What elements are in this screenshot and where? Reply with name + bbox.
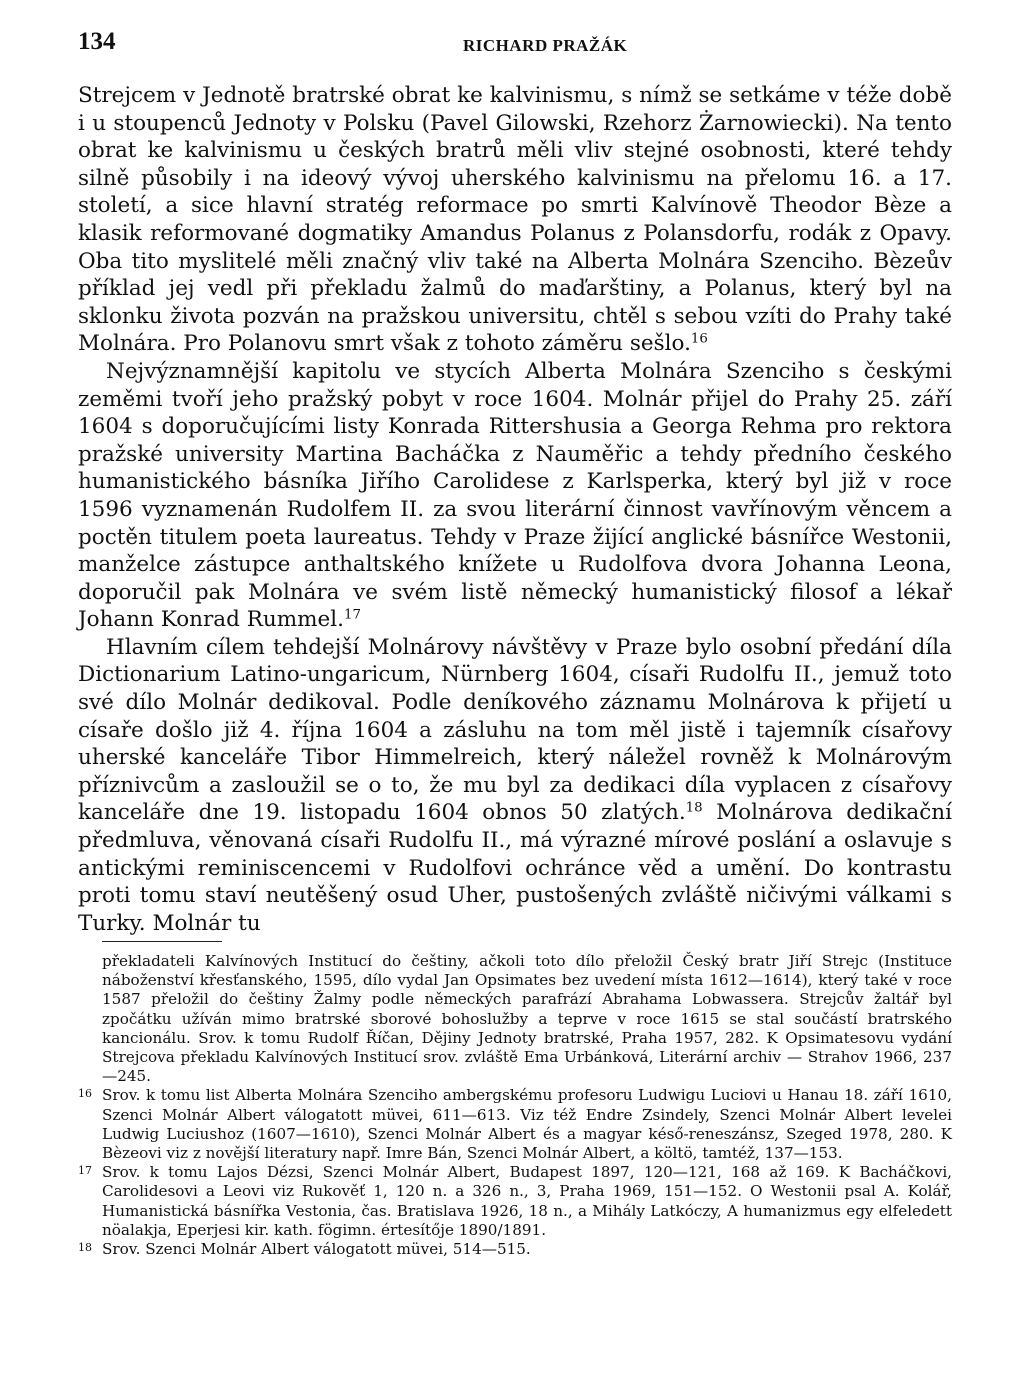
footnote-text: Srov. k tomu Lajos Dézsi, Szenci Molnár Albert, Budapest 1897, 120—121, 168 až 169. K Bacháčkovi, Carolidesovi a Leovi viz Rukověť 1, 120 n. a 326 n., 3, Praha 1969, 151—152. O Westonii psal A. Kolář, Humanistická básnířka Vestonia, čas. Bratislava 1926, 18 n., a Mihály Latkóczy, A humanizmus egy elfeledett nöalakja, Eperjesi kir. kath. fögimn. értesítője 1890/1891. bbox=[102, 1163, 952, 1239]
page-number: 134 bbox=[78, 28, 116, 55]
footnote-18 bbox=[78, 1240, 952, 1259]
body-text bbox=[78, 82, 952, 937]
footnote-number: 17 bbox=[78, 1164, 92, 1178]
footnote-separator bbox=[102, 941, 222, 942]
paragraph-1 bbox=[78, 82, 952, 358]
footnote-16 bbox=[78, 1086, 952, 1163]
paragraph-2 bbox=[78, 358, 952, 634]
paragraph-3-text-b: Molnárova dedikační předmluva, věnovaná císaři Rudolfu II., má výrazné mírové poslání a oslavuje s antickými reminiscencemi v Rudolfovi ochránce věd a umění. Do kontrastu proti tomu staví neutěšený osud Uher, pustošených zvláště ničivými válkami s Turky. Molnár tu bbox=[78, 800, 953, 936]
footnote-number: 16 bbox=[78, 1087, 92, 1101]
footnote-continued-text: překladateli Kalvínových Institucí do češtiny, ačkoli toto dílo přeložil Český bratr Jiří Strejc (Instituce náboženství křesťanského, 1595, dílo vydal Jan Opsimates bez uvedení místa 1612—1614), který také v roce 1587 přeložil do češtiny Žalmy podle německých parafrází Abrahama Lobwassera. Strejcův žaltář byl zpočátku užíván mimo bratrské sborové bohoslužby a teprve v roce 1615 se stal součástí bratrského kancionálu. Srov. k tomu Rudolf Říčan, Dějiny Jednoty bratrské, Praha 1957, 282. K Opsimatesovu vydání Strejcova překladu Kalvínových Institucí srov. zvláště Ema Urbánková, Literární archiv — Strahov 1966, 237—245. bbox=[102, 952, 952, 1086]
footnote-number: 18 bbox=[78, 1241, 92, 1255]
paragraph-1-text: Strejcem v Jednotě bratrské obrat ke kalvinismu, s nímž se setkáme v téže době i u stoupenců Jednoty v Polsku (Pavel Gilowski, Rzehorz Żarnowiecki). Na tento obrat ke kalvinismu u českých bratrů měli vliv stejné osobnosti, které tehdy silně působily i na ideový vývoj uherského kalvinismu na přelomu 16. a 17. století, a sice hlavní stratég reformace po smrti Kalvínově Theodor Bèze a klasik reformované dogmatiky Amandus Polanus z Polansdorfu, rodák z Opavy. Oba tito myslitelé měli značný vliv také na Alberta Molnára Szenciho. Bèzeův příklad jej vedl při překladu žalmů do maďarštiny, a Polanus, který byl na sklonku života pozván na pražskou universitu, chtěl s sebou vzíti do Prahy také Molnára. Pro Polanovu smrt však z tohoto záměru sešlo. bbox=[78, 83, 952, 357]
footnote-text: Srov. k tomu list Alberta Molnára Szenciho ambergskému profesoru Ludwigu Luciovi u Hanau 18. září 1610, Szenci Molnár Albert válogatott müvei, 611—613. Viz též Endre Zsindely, Szenci Molnár Albert levelei Ludwig Luciushoz (1607—1610), Szenci Molnár Albert és a magyar késő-reneszánsz, Szeged 1978, 280. K Bèzeovi viz z novější literatury např. Imre Bán, Szenci Molnár Albert, a költö, tamtéž, 137—153. bbox=[102, 1086, 952, 1163]
footnote-continued bbox=[78, 952, 952, 1086]
paragraph-3-text-a: Hlavním cílem tehdejší Molnárovy návštěvy v Praze bylo osobní předání díla Dictionarium Latino-ungaricum, Nürnberg 1604, císaři Rudolfu II., jemuž toto své dílo Molnár dedikoval. Podle deníkového záznamu Molnárova k přijetí u císaře došlo již 4. října 1604 a zásluhu na tom měl jistě i tajemník císařovy uherské kanceláře Tibor Himmelreich, který náležel rovněž k Molnárovým příznivcům a zasloužil se o to, že mu byl za dedikaci díla vyplacen z císařovy kanceláře dne 19. listopadu 1604 obnos 50 zlatých. bbox=[78, 634, 952, 826]
paragraph-2-text: Nejvýznamnější kapitolu ve stycích Alberta Molnára Szenciho s českými zeměmi tvoří jeho pražský pobyt v roce 1604. Molnár přijel do Prahy 25. září 1604 s doporučujícími listy Konrada Rittershusia a Georga Rehma pro rektora pražské university Martina Bacháčka z Nauměřic a tehdy předního českého humanistického básníka Jiřího Carolidese z Karlsperka, který byl již v roce 1596 vyznamenán Rudolfem II. za svou literární činnost vavřínovým věncem a poctěn titulem poeta laureatus. Tehdy v Praze žijící anglické básnířce Westonii, manželce zástupce anthaltského knížete u Rudolfova dvora Johanna Leona, doporučil pak Molnára ve svém listě německý humanistický filosof a lékař Johann Konrad Rummel. bbox=[78, 358, 952, 633]
footnote-text: Srov. Szenci Molnár Albert válogatott müvei, 514—515. bbox=[102, 1240, 531, 1259]
footnote-ref-17: 17 bbox=[343, 607, 361, 623]
footnote-ref-16: 16 bbox=[690, 332, 708, 348]
footnotes bbox=[78, 952, 952, 1259]
running-head bbox=[78, 28, 958, 62]
running-title: RICHARD PRAŽÁK bbox=[463, 36, 628, 55]
footnote-ref-18: 18 bbox=[685, 801, 703, 817]
paragraph-3 bbox=[78, 634, 952, 938]
footnote-17 bbox=[78, 1163, 952, 1240]
